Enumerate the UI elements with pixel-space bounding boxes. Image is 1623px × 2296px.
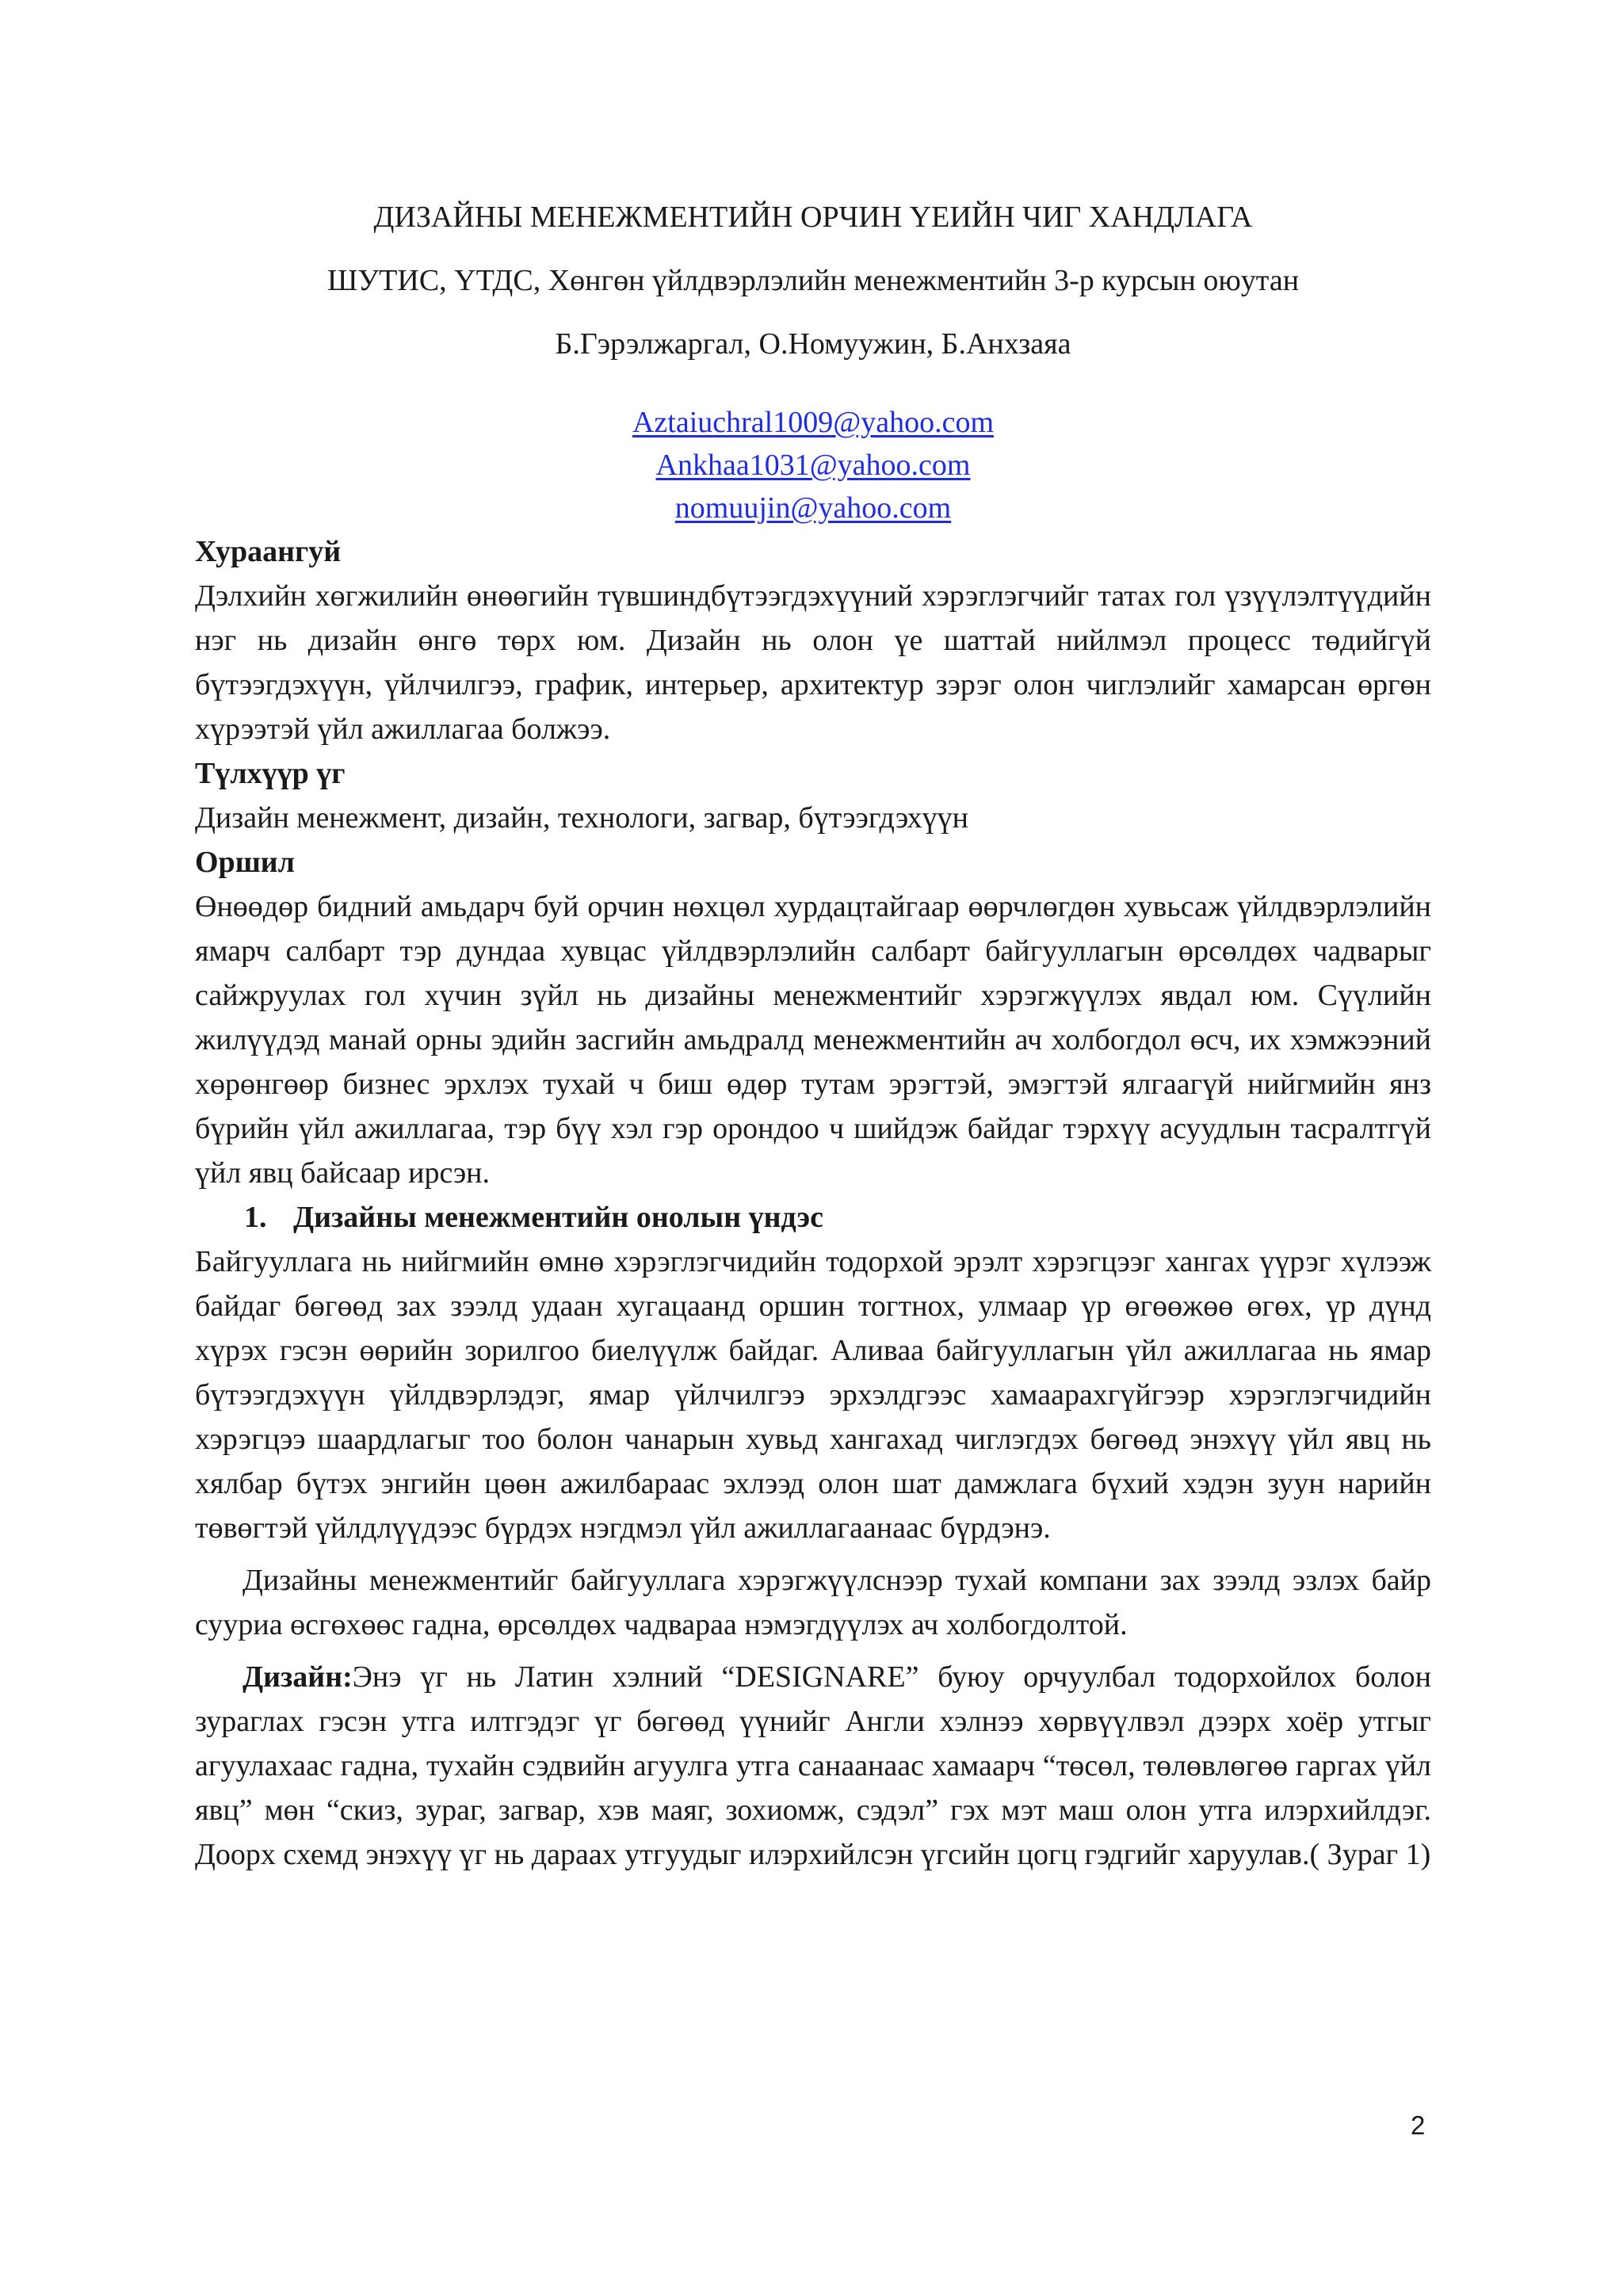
intro-text: Өнөөдөр бидний амьдарч буй орчин нөхцөл хурдацтайгаар өөрчлөгдөн хувьсаж үйлдвэрлэлийн ямарч салбарт тэр дундаа хувцас үйлдвэрлэлийн салбарт байгууллагын өрсөлдөх чадварыг сайжруулах гол хүчин зүйл нь дизайны менежментийг хэрэгжүүлэх явдал юм. Сүүлийн жилүүдэд манай орны эдийн засгийн амьдралд менежментийн ач холбогдол өсч, их хэмжээний хөрөнгөөр бизнес эрхлэх тухай ч биш өдөр тутам эрэгтэй, эмэгтэй ялгаагүй нийгмийн янз бүрийн үйл ажиллагаа, тэр бүү хэл гэр орондоо ч шийдэж байдаг тэрхүү асуудлын тасралтгүй үйл явц байсаар ирсэн. — [195, 890, 1431, 1190]
abstract-text: Дэлхийн хөгжилийн өнөөгийн түвшиндбүтээгдэхүүний хэрэглэгчийг татах гол үзүүлэлтүүдийн нэг нь дизайн өнгө төрх юм. Дизайн нь олон үе шаттай нийлмэл процесс төдийгүй бүтээгдэхүүн, үйлчилгээ, график, интерьер, архитектур зэрэг олон чиглэлийг хамарсан өргөн хүрээтэй үйл ажиллагаа болжээ. — [195, 579, 1431, 746]
email-link[interactable]: nomuujin@yahoo.com — [674, 491, 952, 525]
section-paragraph: Дизайны менежментийг байгууллага хэрэгжүүлснээр тухай компани зах зээлд эзлэх байр сууриа өсгөхөөс гадна, өрсөлдөх чадвараа нэмэгдүүлэх ач холбогдолтой. — [195, 1564, 1431, 1641]
design-definition-paragraph — [195, 1655, 1431, 1877]
keywords-text: Дизайн менежмент, дизайн, технологи, загвар, бүтээгдэхүүн — [195, 801, 968, 835]
affiliation: ШУТИС, ҮТДС, Хөнгөн үйлдвэрлэлийн менежментийн 3-р курсын оюутан — [327, 264, 1300, 297]
page-number: 2 — [1411, 2111, 1426, 2140]
design-term: Дизайн: — [242, 1660, 353, 1694]
email-link[interactable]: Aztaiuchral1009@yahoo.com — [632, 406, 995, 439]
email-link[interactable]: Ankhaa1031@yahoo.com — [655, 449, 971, 482]
document-body — [195, 195, 1431, 1877]
section-number: 1. — [244, 1201, 267, 1234]
section-heading — [195, 1195, 1431, 1240]
section-paragraph: Байгууллага нь нийгмийн өмнө хэрэглэгчидийн тодорхой эрэлт хэрэгцээг хангах үүрэг хүлээж байдаг бөгөөд зах зээлд удаан хугацаанд оршин тогтнох, улмаар үр өгөөжөө өгөх, үр дүнд хүрэх гэсэн өөрийн зорилгоо биелүүлж байдаг. Аливаа байгууллагын үйл ажиллагаа нь ямар бүтээгдэхүүн үйлдвэрлэдэг, ямар үйлчилгээ эрхэлдгээс хамаарахгүйгээр хэрэглэгчидийн хэрэгцээ шаардлагыг тоо болон чанарын хувьд хангахад чиглэгдэх бөгөөд энэхүү үйл явц нь хялбар бүтэх энгийн цөөн ажилбараас эхлээд олон шат дамжлага бүхий хэдэн зуун нарийн төвөгтэй үйлдлүүдээс бүрдэх нэгдмэл үйл ажиллагаанаас бүрдэнэ. — [195, 1245, 1431, 1545]
intro-heading: Оршил — [195, 846, 295, 879]
design-definition-text: Энэ үг нь Латин хэлний “DESIGNARE” буюу орчуулбал тодорхойлох болон зураглах гэсэн утга илтгэдэг үг бөгөөд үүнийг Англи хэлнээ хөрвүүлвэл дээрх хоёр утгыг агуулахаас гадна, тухайн сэдвийн агуулга утга санаанаас хамаарч “төсөл, төлөвлөгөө гаргах үйл явц” мөн “скиз, зураг, загвар, хэв маяг, зохиомж, сэдэл” гэх мэт маш олон утга илэрхийлдэг. Доорх схемд энэхүү үг нь дараах утгуудыг илэрхийлсэн үгсийн цогц гэдгийг харуулав.( Зураг 1) — [195, 1660, 1431, 1871]
keywords-heading: Түлхүүр үг — [195, 757, 346, 790]
section-title: Дизайны менежментийн онолын үндэс — [293, 1201, 823, 1234]
author-list: Б.Гэрэлжаргал, О.Номуужин, Б.Анхзаяа — [555, 327, 1071, 361]
paper-title: ДИЗАЙНЫ МЕНЕЖМЕНТИЙН ОРЧИН ҮЕИЙН ЧИГ ХАНДЛАГА — [373, 201, 1253, 234]
abstract-heading: Хураангуй — [195, 535, 342, 568]
email-list — [195, 401, 1431, 529]
